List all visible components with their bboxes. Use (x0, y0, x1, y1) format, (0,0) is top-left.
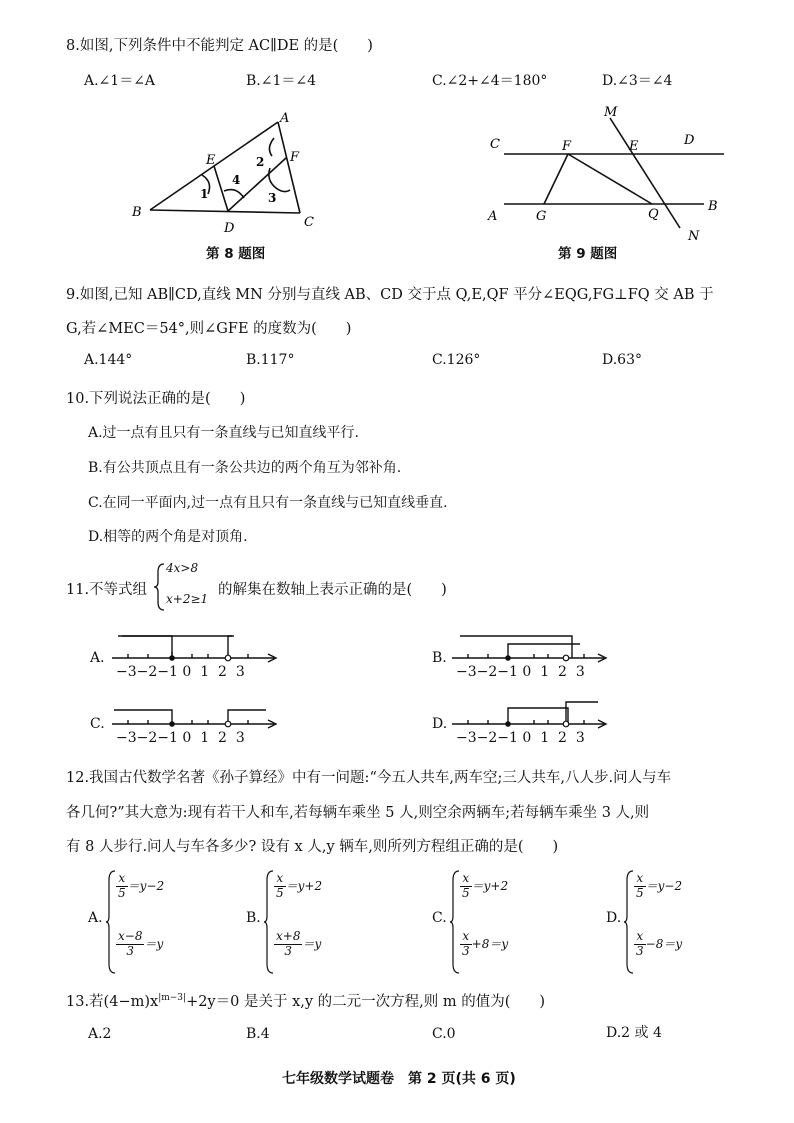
tick-label: −1 (497, 664, 518, 680)
tick-label: 1 (200, 664, 210, 680)
equation-rest: ＝y−2 (127, 878, 165, 893)
q13-stem-b: +2y＝0 是关于 x,y 的二元一次方程,则 m 的值为( ) (186, 994, 546, 1010)
tick-label: −3 (456, 730, 477, 746)
q11-option-d-tick-labels (456, 730, 585, 746)
fig9-label-f: F (562, 139, 572, 154)
q13-stem-a: 13.若(4−m)x (66, 994, 159, 1010)
q11-option-c-tick-labels (116, 730, 245, 746)
equation-rest: ＝y (302, 936, 322, 951)
denominator: 3 (126, 943, 135, 958)
q8-option-a: A.∠1＝∠A (84, 73, 156, 89)
fig8-angle-1: 1 (200, 187, 209, 201)
q10-stem: 10.下列说法正确的是( ) (66, 391, 246, 407)
q11-option-a-label: A. (90, 650, 105, 666)
q12-option-a-eq2 (116, 930, 163, 959)
tick-label: −1 (157, 730, 178, 746)
q11-stem-prefix: 11.不等式组 (66, 582, 148, 598)
q11-option-a-tick-labels (116, 664, 245, 680)
q10-option-b: B.有公共顶点且有一条公共边的两个角互为邻补角. (88, 460, 402, 476)
q9-stem-line1: 9.如图,已知 AB∥CD,直线 MN 分别与直线 AB、CD 交于点 Q,E,QF 平分∠EQG,FG⊥FQ 交 AB 于 (66, 287, 714, 303)
q12-option-d-eq1 (634, 872, 682, 901)
tick-label: −2 (136, 730, 158, 746)
tick-label: 1 (540, 664, 550, 680)
q12-option-a-brace (106, 870, 116, 974)
equation-rest: ＝y−2 (645, 878, 683, 893)
q8-stem: 8.如图,下列条件中不能判定 AC∥DE 的是( ) (66, 38, 373, 54)
tick-label: −2 (476, 730, 498, 746)
q12-option-d-eq2 (634, 930, 682, 959)
fig9-label-c: C (490, 137, 500, 152)
q12-option-c (432, 868, 582, 978)
tick-label: 2 (218, 730, 227, 746)
q11-option-b-numberline (448, 628, 618, 668)
tick-label: 1 (200, 730, 210, 746)
numerator: x (274, 872, 286, 887)
tick-label: −3 (116, 730, 137, 746)
fig8-angle-2: 2 (256, 155, 265, 169)
q11-inequality-1: 4x>8 (166, 561, 199, 575)
fig8-label-d: D (224, 221, 235, 236)
q10-option-c: C.在同一平面内,过一点有且只有一条直线与已知直线垂直. (88, 495, 448, 511)
fig8-label-b: B (132, 205, 142, 220)
denominator: 3 (284, 943, 293, 958)
equation-rest: ＝y (144, 936, 164, 951)
denominator: 5 (118, 885, 126, 900)
fig9-label-q: Q (648, 207, 659, 222)
tick-label: −1 (497, 730, 518, 746)
q8-option-c: C.∠2+∠4＝180° (432, 73, 548, 89)
q11-option-d-numberline (448, 694, 618, 734)
q12-stem-line3: 有 8 人步行.问人与车各多少? 设有 x 人,y 辆车,则所列方程组正确的是( ) (66, 839, 559, 855)
denominator: 3 (462, 943, 470, 958)
tick-label: 0 (182, 730, 192, 746)
q12-option-b-eq2 (274, 930, 321, 959)
q13-option-c: C.0 (432, 1026, 456, 1042)
fig8-label-f: F (290, 150, 300, 165)
q11-option-a-numberline (108, 628, 288, 668)
q9-option-b: B.117° (246, 352, 295, 368)
q13-exponent: |m−3| (158, 993, 187, 1004)
q11-inequality-2: x+2≥1 (166, 592, 209, 606)
numerator: x (460, 930, 472, 945)
tick-label: −3 (116, 664, 137, 680)
fig9-label-a: A (488, 209, 498, 224)
denominator: 5 (636, 885, 644, 900)
q9-option-c: C.126° (432, 352, 481, 368)
tick-label: 3 (575, 730, 585, 746)
fig8-label-e: E (206, 153, 216, 168)
q13-stem (66, 990, 545, 1011)
q13-option-d: D.2 或 4 (606, 1025, 662, 1041)
figure-9-diagram (484, 100, 734, 245)
page-footer: 七年级数学试题卷 第 2 页(共 6 页) (282, 1071, 516, 1087)
q11-option-d-label: D. (432, 716, 448, 732)
fig9-label-g: G (536, 209, 547, 224)
tick-label: 0 (522, 730, 532, 746)
q12-option-b-label: B. (246, 910, 261, 926)
fig9-label-d: D (684, 133, 695, 148)
tick-label: 0 (182, 664, 192, 680)
q8-option-d: D.∠3＝∠4 (602, 73, 673, 89)
q12-option-d (606, 868, 756, 978)
fig9-label-n: N (688, 229, 700, 244)
q10-option-d: D.相等的两个角是对顶角. (88, 529, 248, 545)
figure-8-diagram (120, 108, 330, 238)
q12-option-c-label: C. (432, 910, 447, 926)
fig9-label-e: E (629, 139, 639, 154)
tick-label: 2 (218, 664, 227, 680)
equation-rest: −8＝y (645, 936, 683, 951)
equation-rest: ＝y+2 (471, 878, 509, 893)
tick-label: −1 (157, 664, 178, 680)
tick-label: −3 (456, 664, 477, 680)
q13-option-a: A.2 (88, 1026, 112, 1042)
q11-option-b-label: B. (432, 650, 447, 666)
numerator: x (634, 872, 646, 887)
q12-option-c-brace (450, 870, 460, 974)
q11-option-c-label: C. (90, 716, 105, 732)
denominator: 5 (462, 885, 470, 900)
q11-stem-suffix: 的解集在数轴上表示正确的是( ) (218, 582, 447, 598)
q11-brace (154, 562, 166, 612)
q12-option-d-label: D. (606, 910, 622, 926)
tick-label: 2 (558, 730, 567, 746)
q9-option-d: D.63° (602, 352, 642, 368)
tick-label: 2 (558, 664, 567, 680)
equation-rest: ＝y+2 (285, 878, 323, 893)
denominator: 3 (636, 943, 644, 958)
q12-option-b-eq1 (274, 872, 322, 901)
q12-stem-line1: 12.我国古代数学名著《孙子算经》中有一问题:“今五人共车,两车空;三人共车,八人步.问人与车 (66, 770, 672, 786)
fig8-angle-3: 3 (268, 191, 277, 205)
q12-stem-line2: 各几何?”其大意为:现有若干人和车,若每辆车乘坐 5 人,则空余两辆车;若每辆车乘坐 3 人,则 (66, 805, 650, 821)
q8-option-b: B.∠1＝∠4 (246, 73, 317, 89)
numerator: x (116, 872, 128, 887)
q12-option-d-brace (624, 870, 634, 974)
q13-option-b: B.4 (246, 1026, 270, 1042)
q12-option-a-label: A. (88, 910, 103, 926)
tick-label: −2 (136, 664, 158, 680)
q9-stem-line2: G,若∠MEC＝54°,则∠GFE 的度数为( ) (66, 321, 352, 337)
q12-option-b-brace (264, 870, 274, 974)
q12-option-c-eq1 (460, 872, 508, 901)
q12-option-a-eq1 (116, 872, 164, 901)
fig8-angle-4: 4 (232, 173, 241, 187)
q11-option-b-tick-labels (456, 664, 585, 680)
tick-label: 3 (575, 664, 585, 680)
q12-option-b (246, 868, 396, 978)
fig8-caption: 第 8 题图 (206, 246, 266, 262)
numerator: x (460, 872, 472, 887)
q9-option-a: A.144° (84, 352, 133, 368)
denominator: 5 (276, 885, 284, 900)
fig8-label-a: A (280, 111, 290, 126)
fig9-caption: 第 9 题图 (558, 246, 618, 262)
q12-option-c-eq2 (460, 930, 508, 959)
q12-option-a (88, 868, 238, 978)
equation-rest: +8＝y (471, 936, 509, 951)
tick-label: 3 (235, 730, 245, 746)
tick-label: −2 (476, 664, 498, 680)
tick-label: 3 (235, 664, 245, 680)
numerator: x+8 (276, 929, 301, 943)
numerator: x−8 (118, 929, 143, 943)
tick-label: 1 (540, 730, 550, 746)
q10-option-a: A.过一点有且只有一条直线与已知直线平行. (88, 425, 360, 441)
q11-option-c-numberline (108, 694, 288, 734)
tick-label: 0 (522, 664, 532, 680)
fig9-label-b: B (708, 199, 718, 214)
numerator: x (634, 930, 646, 945)
fig9-label-m: M (604, 105, 618, 120)
fig8-label-c: C (304, 215, 314, 230)
